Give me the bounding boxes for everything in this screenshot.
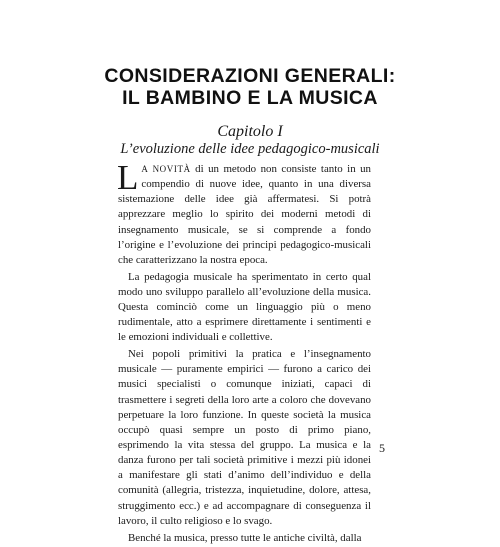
paragraph-2: La pedagogia musicale ha sperimentato in certo qual modo uno sviluppo parallelo all’evoluzione della musica. Questa cominciò come un linguaggio più o meno rudimentale, atto a esprimere direttamente i sentimenti e le emozioni individuali e collettive. [118, 270, 371, 344]
paragraph-4: Benché la musica, presso tutte le antiche civiltà, dalla [128, 531, 362, 544]
section-title-line-1: CONSIDERAZIONI GENERALI: [104, 65, 396, 87]
section-title-line-2: IL BAMBINO E LA MUSICA [122, 87, 378, 109]
paragraph-3: Nei popoli primitivi la pratica e l’insegnamento musicale — puramente empirici — furono a carico dei musici specialisti o comunque iniziati, capaci di trasmettere i segreti della loro arte a coloro che dovevano perpetuare la loro funzione. In queste società la musica occupò quasi sempre un posto di primo piano, esprimendo la vita stessa del gruppo. La musica e la danza furono per tali società primitive i mezzi più idonei a manifestare gli stati d’animo dell’individuo e della comunità (allegria, tristezza, inquietudine, dolore, attesa, struggimento ecc.) e ad accompagnare di conseguenza il lavoro, il culto religioso e lo svago. [118, 348, 371, 527]
small-caps-opening: A NOVITÀ [141, 164, 191, 174]
page-number: 5 [379, 441, 385, 455]
body-text [117, 158, 372, 547]
chapter-subtitle: L’evoluzione delle idee pedagogico-musicali [120, 141, 380, 157]
drop-cap: L [117, 158, 139, 197]
paragraph-1-text: di un metodo non consiste tanto in un compendio di nuove idee, quanto in una diversa sistemazione delle idee già affermatesi. Si potrà apprezzare meglio lo spirito dei moderni metodi di insegnamento musicale, se si comprende a fondo l’origine e l’evoluzione dei principi pedagogico-musicali che caratterizzano la nostra epoca. [118, 163, 372, 266]
paragraph-1 [117, 158, 372, 268]
chapter-number: Capitolo I [217, 123, 283, 140]
